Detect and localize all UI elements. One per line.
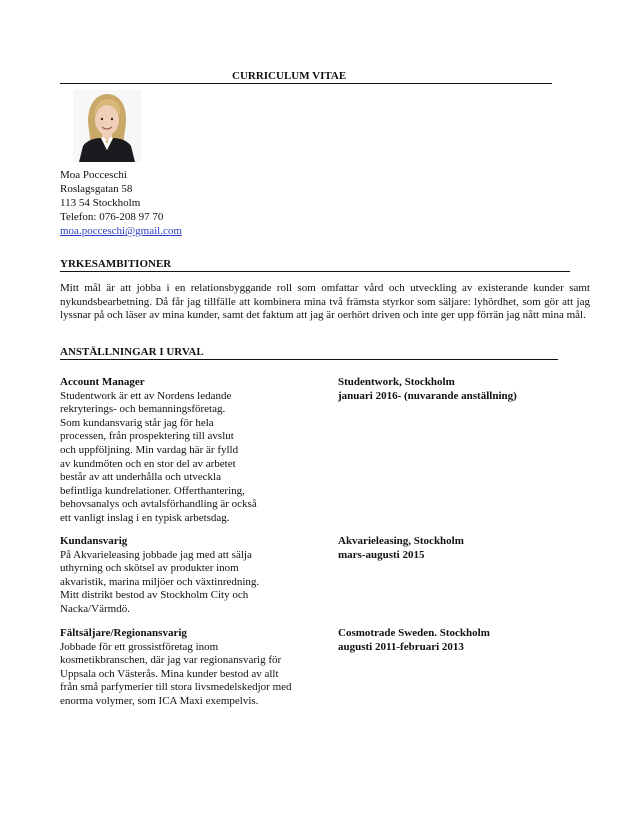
contact-street: Roslagsgatan 58 — [60, 183, 133, 195]
employment-heading — [60, 346, 204, 358]
job-company: Studentwork, Stockholm — [338, 376, 455, 388]
job-period: mars-augusti 2015 — [338, 548, 425, 561]
job-line: Mitt distrikt bestod av Stockholm City och — [60, 589, 249, 602]
job-line: från små parfymerier till stora livsmedelskedjor med — [60, 681, 292, 694]
job-description — [60, 627, 330, 709]
ambitions-rule — [60, 271, 570, 272]
job-line: behovsanalys och avtalsförhandling är också — [60, 498, 257, 511]
job-meta — [338, 627, 608, 654]
contact-block — [60, 168, 182, 238]
job-title: Kundansvarig — [60, 535, 128, 547]
job-line: ett vanligt inslag i en typisk arbetsdag. — [60, 511, 230, 524]
job-line: består av att underhålla och utveckla — [60, 471, 221, 484]
job-line: av kundmöten och en stor del av arbetet — [60, 457, 236, 470]
employment-title: ANSTÄLLNINGAR I URVAL — [60, 346, 204, 358]
job-line: processen, från prospektering till avslut — [60, 430, 234, 443]
contact-name: Moa Pocceschi — [60, 169, 127, 181]
employment-rule — [60, 359, 558, 360]
job-company: Cosmotrade Sweden. Stockholm — [338, 627, 490, 639]
job-line: Studentwork är ett av Nordens ledande — [60, 389, 232, 402]
job-line: Nacka/Värmdö. — [60, 602, 130, 615]
email-link[interactable]: moa.pocceschi@gmail.com — [60, 225, 182, 237]
header-rule — [60, 83, 552, 84]
job-line: kosmetikbranschen, där jag var regionansvarig för — [60, 654, 282, 667]
job-meta — [338, 535, 608, 562]
job-title: Fältsäljare/Regionansvarig — [60, 627, 187, 639]
job-line: och uppföljning. Min vardag här är fylld — [60, 443, 239, 456]
contact-phone: Telefon: 076-208 97 70 — [60, 211, 164, 223]
ambitions-title: YRKESAMBITIONER — [60, 258, 172, 270]
job-line: akvaristik, marina miljöer och växtinredning. — [60, 575, 260, 588]
job-line: rekryterings- och bemanningsföretag. — [60, 403, 226, 416]
job-title: Account Manager — [60, 376, 145, 388]
profile-photo — [73, 90, 141, 162]
job-line: uthyrning och skötsel av produkter inom — [60, 562, 239, 575]
job-company: Akvarieleasing, Stockholm — [338, 535, 464, 547]
job-period: januari 2016- (nuvarande anställning) — [338, 389, 517, 402]
job-line: befintliga kundrelationer. Offerthantering, — [60, 484, 245, 497]
ambitions-paragraph: Mitt mål är att jobba i en relationsbyggande roll som omfattar vård och utveckling av existerande kunder samt nykundsbearbetning. Då får jag tillfälle att kombinera mina två främsta styrkor som säljare: lyhördhet, som gör att jag lyssnar på och läser av mina kunder, samt det faktum att jag är oerhört driven och inte ger upp förrän jag nått mina mål. — [60, 282, 590, 322]
job-description — [60, 535, 330, 617]
job-line: Uppsala och Västerås. Mina kunder bestod av allt — [60, 667, 279, 680]
job-line: enorma volymer, som ICA Maxi exempelvis. — [60, 694, 259, 707]
ambitions-heading — [60, 258, 171, 270]
job-line: Jobbade för ett grossistföretag inom — [60, 640, 219, 653]
job-line: På Akvarieleasing jobbade jag med att sälja — [60, 548, 252, 561]
job-description — [60, 376, 330, 526]
contact-city: 113 54 Stockholm — [60, 197, 141, 209]
job-meta — [338, 376, 608, 403]
cv-title: CURRICULUM VITAE — [232, 70, 347, 82]
job-period: augusti 2011-februari 2013 — [338, 640, 464, 653]
job-line: Som kundansvarig står jag för hela — [60, 416, 214, 429]
